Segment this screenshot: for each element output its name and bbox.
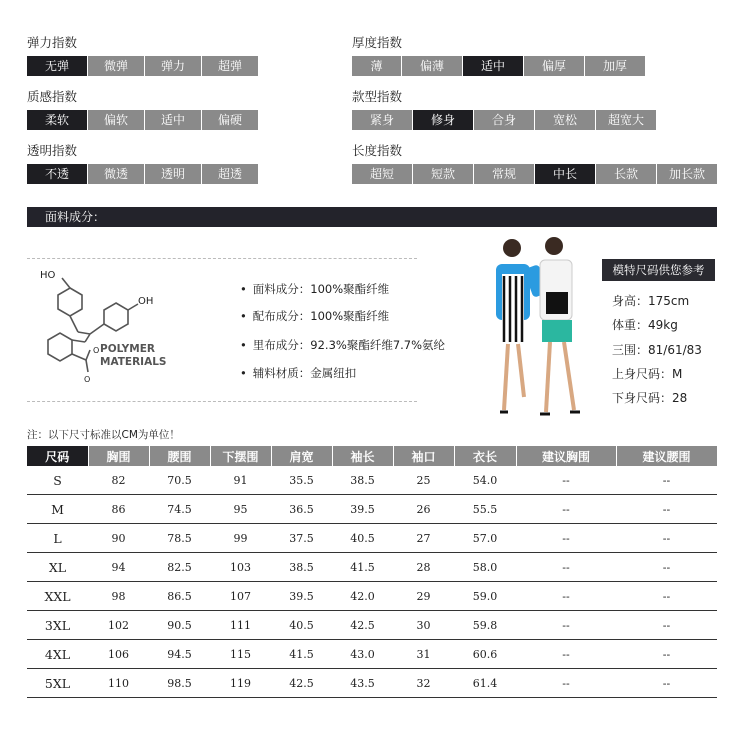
transparency-title: 透明指数 <box>27 143 78 158</box>
table-cell: 41.5 <box>271 640 332 669</box>
table-cell: -- <box>516 495 616 524</box>
polymer-molecule-logo <box>30 270 190 390</box>
model-photo <box>470 232 600 432</box>
model-weight: 体重：49kg <box>612 318 678 332</box>
texture-option: 柔软 <box>27 110 87 130</box>
table-cell: 70.5 <box>149 466 210 495</box>
size-table-header-cell: 建议胸围 <box>516 446 616 466</box>
table-cell: 102 <box>88 611 149 640</box>
table-cell: 110 <box>88 669 149 698</box>
table-cell: -- <box>616 466 717 495</box>
size-table-header-cell: 肩宽 <box>271 446 332 466</box>
table-cell: 28 <box>393 553 454 582</box>
table-row <box>27 669 717 698</box>
table-cell: 107 <box>210 582 271 611</box>
table-cell: 59.8 <box>454 611 516 640</box>
table-cell: 94.5 <box>149 640 210 669</box>
elasticity-option: 微弹 <box>88 56 144 76</box>
table-cell: 30 <box>393 611 454 640</box>
size-table-header-cell: 胸围 <box>88 446 149 466</box>
table-cell: -- <box>516 582 616 611</box>
table-cell: 35.5 <box>271 466 332 495</box>
transparency-option: 透明 <box>145 164 201 184</box>
table-row <box>27 582 717 611</box>
model-top-size: 上身尺码：M <box>612 367 683 381</box>
table-cell: 91 <box>210 466 271 495</box>
table-cell: 25 <box>393 466 454 495</box>
table-cell: 103 <box>210 553 271 582</box>
elasticity-title: 弹力指数 <box>27 35 78 50</box>
table-cell: 26 <box>393 495 454 524</box>
model-bottom-size: 下身尺码：28 <box>612 391 688 405</box>
table-row <box>27 524 717 553</box>
table-cell: 37.5 <box>271 524 332 553</box>
table-cell: 86 <box>88 495 149 524</box>
logo-ho-label: HO <box>40 270 56 281</box>
table-cell: -- <box>616 611 717 640</box>
table-cell: 4XL <box>27 640 88 669</box>
fabric-item-main: • 面料成分：100%聚酯纤维 <box>240 281 389 297</box>
table-cell: 39.5 <box>271 582 332 611</box>
texture-options <box>27 110 258 130</box>
table-cell: 39.5 <box>332 495 393 524</box>
transparency-options <box>27 164 258 184</box>
table-cell: 82.5 <box>149 553 210 582</box>
table-cell: -- <box>616 669 717 698</box>
table-cell: 98.5 <box>149 669 210 698</box>
fabric-item-secondary: • 配布成分：100%聚酯纤维 <box>240 308 389 324</box>
thickness-option: 偏厚 <box>524 56 584 76</box>
table-cell: 98 <box>88 582 149 611</box>
table-cell: M <box>27 495 88 524</box>
table-cell: -- <box>516 466 616 495</box>
fit-options <box>352 110 656 130</box>
table-cell: 27 <box>393 524 454 553</box>
table-cell: 86.5 <box>149 582 210 611</box>
fabric-top-divider <box>27 258 417 259</box>
length-option: 长款 <box>596 164 656 184</box>
table-cell: -- <box>616 524 717 553</box>
table-cell: 61.4 <box>454 669 516 698</box>
size-table-header <box>27 446 717 466</box>
thickness-option: 加厚 <box>585 56 645 76</box>
table-cell: 42.5 <box>271 669 332 698</box>
table-cell: -- <box>516 611 616 640</box>
texture-option: 偏硬 <box>202 110 258 130</box>
table-cell: 106 <box>88 640 149 669</box>
thickness-options <box>352 56 645 76</box>
fit-option: 紧身 <box>352 110 412 130</box>
table-cell: 82 <box>88 466 149 495</box>
table-row <box>27 611 717 640</box>
table-cell: 90 <box>88 524 149 553</box>
table-cell: 3XL <box>27 611 88 640</box>
size-table-header-cell: 衣长 <box>454 446 516 466</box>
fit-option: 合身 <box>474 110 534 130</box>
fabric-item-lining: • 里布成分：92.3%聚酯纤维7.7%氨纶 <box>240 337 445 353</box>
elasticity-option: 超弹 <box>202 56 258 76</box>
table-cell: S <box>27 466 88 495</box>
table-cell: 99 <box>210 524 271 553</box>
table-cell: 38.5 <box>271 553 332 582</box>
table-cell: -- <box>616 640 717 669</box>
table-cell: -- <box>616 495 717 524</box>
thickness-title: 厚度指数 <box>352 35 403 50</box>
fit-option: 超宽大 <box>596 110 656 130</box>
table-cell: 57.0 <box>454 524 516 553</box>
thickness-option: 适中 <box>463 56 523 76</box>
fabric-section-bar <box>27 207 717 227</box>
size-table-header-cell: 袖口 <box>393 446 454 466</box>
logo-oh-label: OH <box>138 296 154 307</box>
table-cell: 38.5 <box>332 466 393 495</box>
table-row <box>27 553 717 582</box>
fit-option: 宽松 <box>535 110 595 130</box>
table-cell: 41.5 <box>332 553 393 582</box>
size-table-header-cell: 下摆围 <box>210 446 271 466</box>
logo-text-line1: POLYMER <box>100 343 155 355</box>
table-cell: 58.0 <box>454 553 516 582</box>
table-row <box>27 495 717 524</box>
length-title: 长度指数 <box>352 143 403 158</box>
table-cell: 42.5 <box>332 611 393 640</box>
table-cell: 36.5 <box>271 495 332 524</box>
table-cell: 5XL <box>27 669 88 698</box>
fabric-bottom-divider <box>27 401 417 402</box>
thickness-option: 薄 <box>352 56 401 76</box>
length-option: 超短 <box>352 164 412 184</box>
model-measurements: 三围：81/61/83 <box>612 343 702 357</box>
table-cell: 60.6 <box>454 640 516 669</box>
table-cell: 54.0 <box>454 466 516 495</box>
table-cell: 55.5 <box>454 495 516 524</box>
elasticity-option: 无弹 <box>27 56 87 76</box>
table-cell: -- <box>616 582 717 611</box>
table-cell: -- <box>516 553 616 582</box>
table-cell: -- <box>616 553 717 582</box>
table-cell: 74.5 <box>149 495 210 524</box>
thickness-option: 偏薄 <box>402 56 462 76</box>
table-cell: XL <box>27 553 88 582</box>
table-cell: -- <box>516 524 616 553</box>
table-cell: 119 <box>210 669 271 698</box>
size-note: 注：以下尺寸标准以CM为单位！ <box>27 429 180 441</box>
transparency-option: 超透 <box>202 164 258 184</box>
elasticity-options <box>27 56 258 76</box>
table-cell: 43.0 <box>332 640 393 669</box>
table-cell: 29 <box>393 582 454 611</box>
svg-text:O: O <box>93 346 100 355</box>
elasticity-option: 弹力 <box>145 56 201 76</box>
size-table <box>27 446 718 698</box>
table-row <box>27 640 717 669</box>
table-cell: 95 <box>210 495 271 524</box>
table-cell: 43.5 <box>332 669 393 698</box>
size-table-header-cell: 建议腰围 <box>616 446 717 466</box>
model-height: 身高：175cm <box>612 294 690 308</box>
table-cell: 78.5 <box>149 524 210 553</box>
size-table-header-cell: 袖长 <box>332 446 393 466</box>
size-table-header-cell: 腰围 <box>149 446 210 466</box>
table-cell: XXL <box>27 582 88 611</box>
table-cell: 94 <box>88 553 149 582</box>
table-cell: -- <box>516 640 616 669</box>
table-cell: 32 <box>393 669 454 698</box>
fit-title: 款型指数 <box>352 89 403 104</box>
fit-option: 修身 <box>413 110 473 130</box>
table-cell: L <box>27 524 88 553</box>
length-option: 中长 <box>535 164 595 184</box>
fabric-heading: 面料成分： <box>45 210 106 224</box>
length-option: 加长款 <box>657 164 717 184</box>
table-cell: -- <box>516 669 616 698</box>
texture-title: 质感指数 <box>27 89 78 104</box>
table-cell: 31 <box>393 640 454 669</box>
logo-text-line2: MATERIALS <box>100 356 167 368</box>
length-option: 常规 <box>474 164 534 184</box>
table-cell: 111 <box>210 611 271 640</box>
fabric-item-accessory: • 辅料材质：金属纽扣 <box>240 365 356 381</box>
transparency-option: 不透 <box>27 164 87 184</box>
table-cell: 59.0 <box>454 582 516 611</box>
model-info-heading: 模特尺码供您参考 <box>602 259 715 281</box>
table-cell: 90.5 <box>149 611 210 640</box>
table-cell: 42.0 <box>332 582 393 611</box>
texture-option: 偏软 <box>88 110 144 130</box>
table-cell: 115 <box>210 640 271 669</box>
length-options <box>352 164 717 184</box>
table-cell: 40.5 <box>332 524 393 553</box>
table-cell: 40.5 <box>271 611 332 640</box>
length-option: 短款 <box>413 164 473 184</box>
size-table-header-cell: 尺码 <box>27 446 88 466</box>
transparency-option: 微透 <box>88 164 144 184</box>
texture-option: 适中 <box>145 110 201 130</box>
table-row <box>27 466 717 495</box>
svg-text:O: O <box>84 375 91 384</box>
